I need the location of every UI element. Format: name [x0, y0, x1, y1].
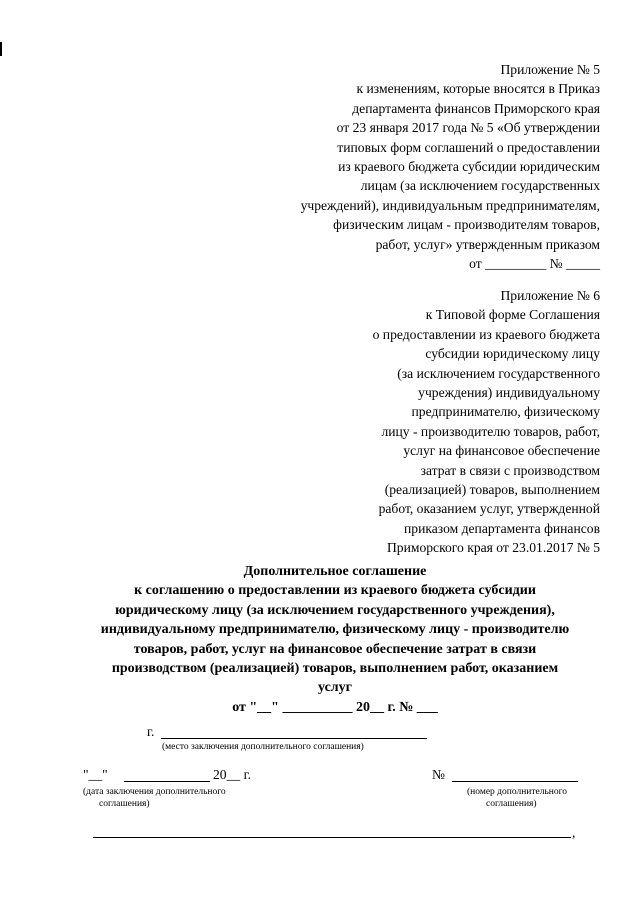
- appendix-6-line: лицу - производителю товаров, работ,: [381, 423, 600, 439]
- appendix-6-line: предпринимателю, физическому: [411, 404, 600, 420]
- place-caption: (место заключения дополнительного соглашения): [162, 742, 364, 752]
- appendix-5-line: Приложение № 5: [500, 62, 600, 77]
- number-prefix: №: [432, 767, 445, 782]
- appendix-5-line: от _________ № _____: [469, 256, 600, 272]
- title-line: юридическому лицу (за исключением государственного учреждения),: [115, 602, 555, 618]
- title-line: производством (реализацией) товаров, выполнением работ, оказанием: [111, 661, 559, 677]
- margin-mark: [0, 42, 2, 56]
- appendix-5-header: [301, 60, 600, 273]
- title-line: к соглашению о предоставлении из краевого бюджета субсидии: [134, 583, 536, 599]
- date-day-quotes: "__": [83, 767, 108, 782]
- appendix-6-line: затрат в связи с производством: [420, 462, 600, 478]
- appendix-5-line: типовых форм соглашений о предоставлении: [337, 139, 600, 155]
- date-caption: (дата заключения дополнительного: [83, 787, 226, 797]
- bottom-comma: ,: [572, 825, 576, 840]
- appendix-5-line: лицам (за исключением государственных: [360, 178, 600, 194]
- appendix-5-line: департамента финансов Приморского края: [352, 100, 600, 116]
- appendix-6-line: Приложение № 6: [500, 288, 600, 303]
- appendix-6-line: услуг на финансовое обеспечение: [403, 443, 600, 459]
- appendix-5-line: от 23 января 2017 года № 5 «Об утверждении: [336, 120, 600, 136]
- party-name-line[interactable]: [93, 837, 571, 838]
- appendix-5-line: физическим лицам - производителям товаров,: [333, 217, 600, 233]
- place-field-line[interactable]: [161, 738, 427, 739]
- appendix-6-line: (реализацией) товаров, выполнением: [384, 482, 600, 498]
- date-caption: соглашения): [99, 799, 150, 809]
- appendix-6-line: о предоставлении из краевого бюджета: [372, 326, 600, 342]
- appendix-6-line: к Типовой форме Соглашения: [425, 307, 600, 323]
- number-caption: (номер дополнительного: [467, 787, 568, 797]
- appendix-5-line: к изменениям, которые вносятся в Приказ: [356, 81, 600, 97]
- title-line: услуг: [318, 680, 352, 696]
- appendix-6-line: (за исключением государственного: [397, 365, 600, 381]
- appendix-5-line: работ, услуг» утвержденным приказом: [375, 236, 600, 252]
- title-line: от "__" __________ 20__ г. № ___: [232, 699, 438, 715]
- date-month-line[interactable]: [124, 781, 210, 782]
- date-year: 20__ г.: [213, 767, 252, 782]
- title-line: Дополнительное соглашение: [243, 564, 427, 579]
- appendix-6-header: [373, 286, 600, 558]
- number-field-line[interactable]: [452, 781, 578, 782]
- city-prefix: г.: [147, 724, 155, 739]
- title-line: товаров, работ, услуг на финансовое обеспечение затрат в связи: [133, 641, 537, 657]
- appendix-6-line: работ, оказанием услуг, утвержденной: [378, 501, 600, 517]
- appendix-6-line: приказом департамента финансов: [404, 520, 600, 536]
- appendix-5-line: учреждений), индивидуальным предпринимателям,: [300, 197, 600, 213]
- title-line: индивидуальному предпринимателю, физическому лицу - производителю: [100, 622, 570, 638]
- appendix-5-line: из краевого бюджета субсидии юридическим: [338, 159, 600, 175]
- appendix-6-line: субсидии юридическому лицу: [425, 346, 600, 362]
- agreement-title: [70, 562, 600, 717]
- number-caption: соглашения): [486, 799, 537, 809]
- appendix-6-line: Приморского края от 23.01.2017 № 5: [386, 540, 600, 556]
- appendix-6-line: учреждения) индивидуальному: [418, 385, 600, 401]
